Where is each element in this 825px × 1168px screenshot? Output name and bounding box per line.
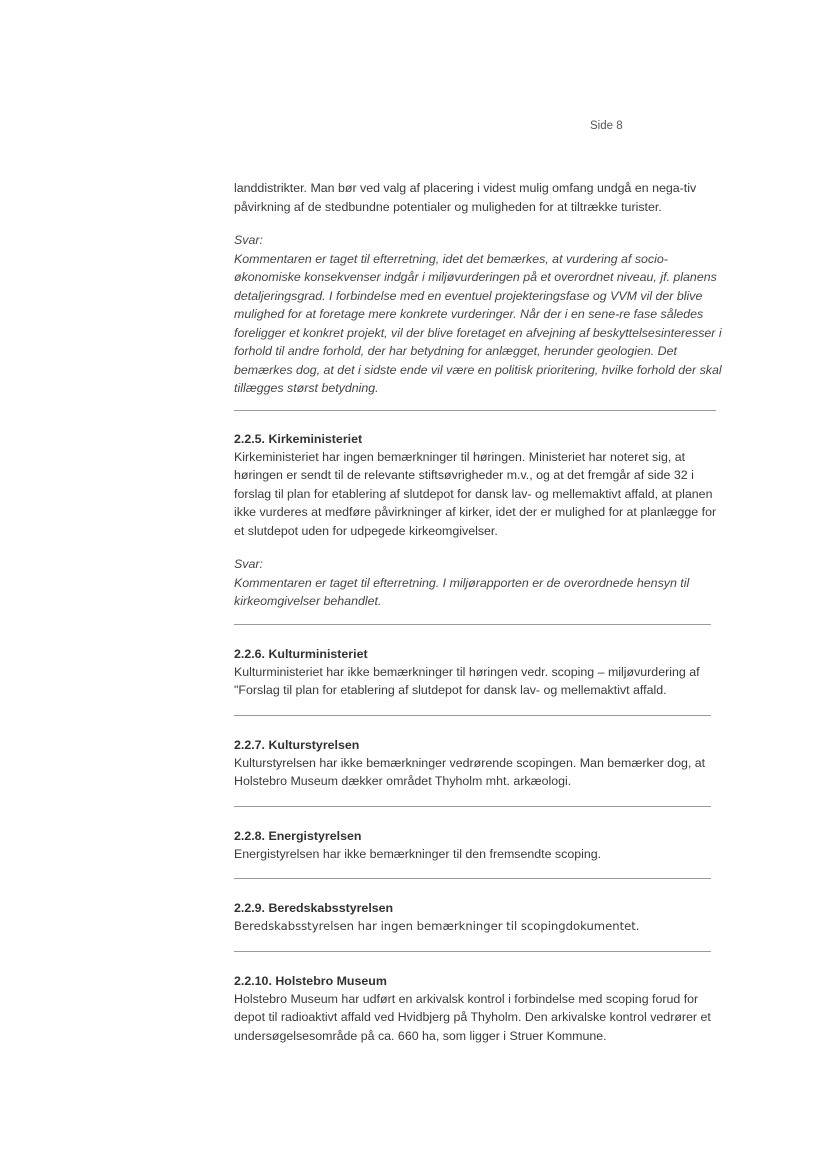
section-heading-kulturministeriet: 2.2.6. Kulturministeriet xyxy=(234,646,368,661)
divider xyxy=(234,878,711,879)
section-body-beredskabsstyrelsen: Beredskabsstyrelsen har ingen bemærkninger til scopingdokumentet. xyxy=(234,919,640,933)
svar-text-2: Kommentaren er taget til efterretning. I miljørapporten er de overordnede hensyn til kirkeomgivelser behandlet. xyxy=(234,575,690,608)
section-body-energistyrelsen: Energistyrelsen har ikke bemærkninger til den fremsendte scoping. xyxy=(234,846,602,861)
divider xyxy=(234,806,711,807)
svar-label-1: Svar: xyxy=(234,233,263,247)
svar-label-2: Svar: xyxy=(234,557,263,571)
section-heading-beredskabsstyrelsen: 2.2.9. Beredskabsstyrelsen xyxy=(234,901,394,915)
section-heading-kulturstyrelsen: 2.2.7. Kulturstyrelsen xyxy=(234,737,360,752)
section-heading-kirkeministeriet: 2.2.5. Kirkeministeriet xyxy=(234,431,363,446)
page-number: Side 8 xyxy=(590,120,623,132)
divider xyxy=(234,410,716,411)
divider xyxy=(234,624,711,625)
divider xyxy=(234,951,711,952)
divider xyxy=(234,715,711,716)
document-body xyxy=(234,179,724,1045)
section-heading-holstebro-museum: 2.2.10. Holstebro Museum xyxy=(234,973,387,988)
section-body-kulturministeriet: Kulturministeriet har ikke bemærkninger til høringen vedr. scoping – miljøvurdering af "Forslag til plan for etablering af slutdepot for dansk lav- og mellemaktivt affald. xyxy=(234,664,700,697)
section-body-kulturstyrelsen: Kulturstyrelsen har ikke bemærkninger vedrørende scopingen. Man bemærker dog, at Holstebro Museum dækker området Thyholm mht. arkæologi. xyxy=(234,755,706,788)
section-heading-energistyrelsen: 2.2.8. Energistyrelsen xyxy=(234,828,362,843)
section-body-kirkeministeriet: Kirkeministeriet har ingen bemærkninger til høringen. Ministeriet har noteret sig, at høringen er sendt til de relevante stiftsøvrigheder m.v., og at det fremgår af side 32 i forslag til plan for etablering af slutdepot for dansk lav- og mellemaktivt affald, at planen ikke vurderes at medføre påvirkninger af kirker, idet der er mulighed for at planlægge for et slutdepot uden for udpegede kirkeomgivelser. xyxy=(234,449,717,538)
intro-paragraph: landdistrikter. Man bør ved valg af placering i videst mulig omfang undgå en nega-tiv påvirkning af de stedbundne potentialer og muligheden for at tiltrække turister. xyxy=(234,181,697,214)
section-body-holstebro-museum: Holstebro Museum har udført en arkivalsk kontrol i forbindelse med scoping forud for depot til radioaktivt affald ved Hvidbjerg på Thyholm. Den arkivalske kontrol vedrører et undersøgelsesområde på ca. 660 ha, som ligger i Struer Kommune. xyxy=(234,991,711,1043)
svar-text-1: Kommentaren er taget til efterretning, idet det bemærkes, at vurdering af socio-økonomiske konsekvenser indgår i miljøvurderingen på et overordnet niveau, jf. planens detaljeringsgrad. I forbindelse med en eventuel projekteringsfase og VVM vil der blive mulighed for at foretage mere konkrete vurderinger. Når der i en sene-re fase således foreligger et konkret projekt, vil der blive foretaget en afvejning af beskyttelsesinteresser i forhold til andre forhold, der har betydning for anlægget, herunder geologien. Det bemærkes dog, at det i sidste ende vil være en politisk prioritering, hvilke forhold der skal tillægges størst betydning. xyxy=(234,251,722,395)
